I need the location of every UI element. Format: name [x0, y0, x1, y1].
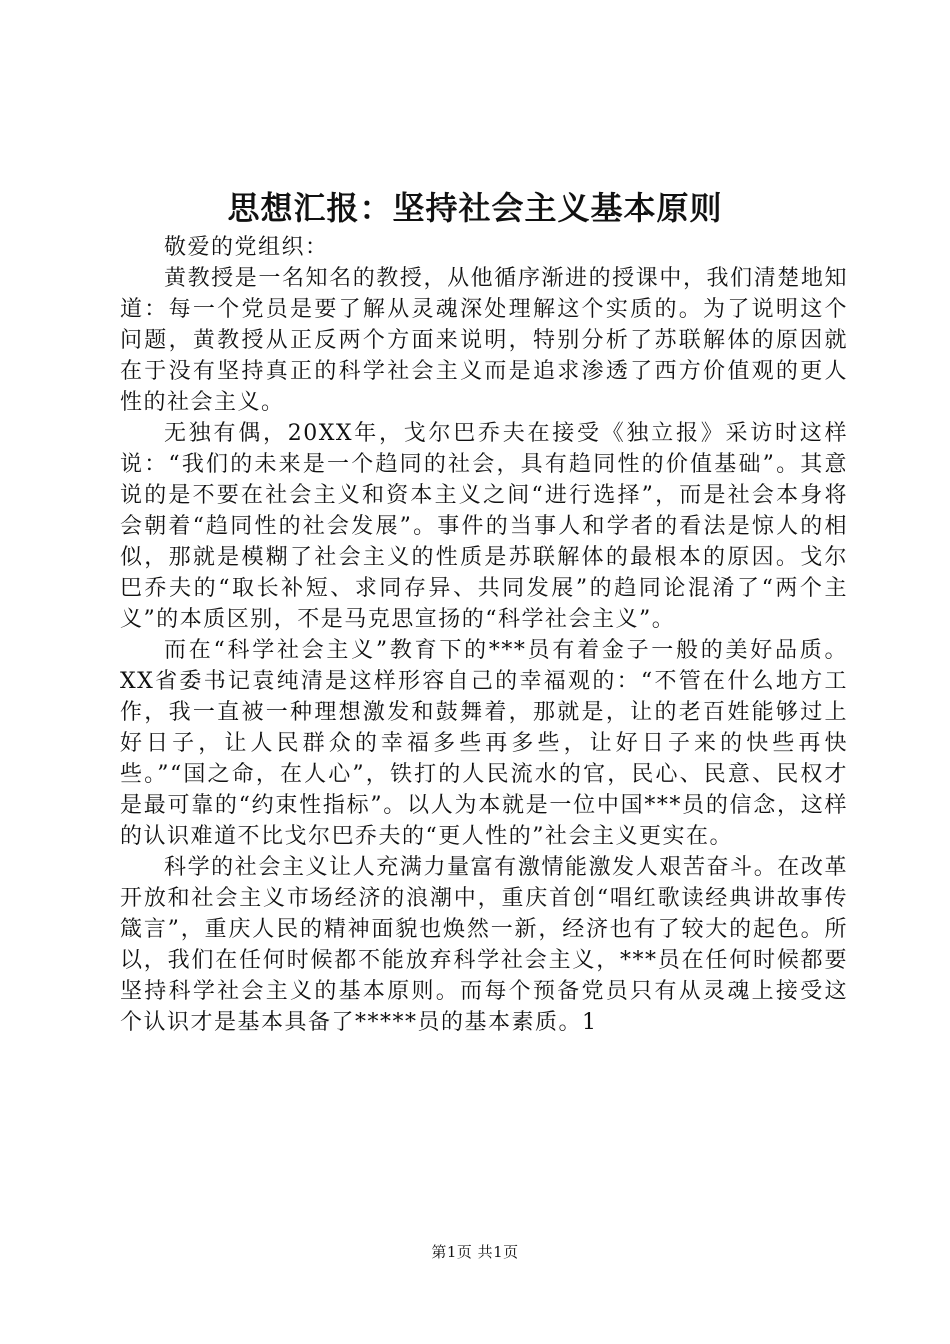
page-footer: 第1页 共1页 — [431, 1243, 519, 1261]
document-title: 思想汇报：坚持社会主义基本原则 — [227, 189, 723, 227]
paragraph-3: 而在“科学社会主义”教育下的***员有着金子一般的美好品质。XX省委书记袁纯清是这样形容自己的幸福观的：“不管在什么地方工作，我一直被一种理想激发和鼓舞着，那就是，让的老百姓能够过上好日子，让人民群众的幸福多些再多些，让好日子来的快些再快些。”“国之命，在人心”，铁打的人民流水的官，民心、民意、民权才是最可靠的“约束性指标”。以人为本就是一位中国***员的信念，这样的认识难道不比戈尔巴乔夫的“更人性的”社会主义更实在。 — [120, 638, 848, 849]
paragraph-2: 无独有偶，20XX年，戈尔巴乔夫在接受《独立报》采访时这样说：“我们的未来是一个趋同的社会，具有趋同性的价值基础”。其意说的是不要在社会主义和资本主义之间“进行选择”，而是社会本身将会朝着“趋同性的社会发展”。事件的当事人和学者的看法是惊人的相似，那就是模糊了社会主义的性质是苏联解体的最根本的原因。戈尔巴乔夫的“取长补短、求同存异、共同发展”的趋同论混淆了“两个主义”的本质区别，不是马克思宣扬的“科学社会主义”。 — [120, 421, 848, 632]
paragraph-1: 黄教授是一名知名的教授，从他循序渐进的授课中，我们清楚地知道：每一个党员是要了解从灵魂深处理解这个实质的。为了说明这个问题，黄教授从正反两个方面来说明，特别分析了苏联解体的原因就在于没有坚持真正的科学社会主义而是追求渗透了西方价值观的更人性的社会主义。 — [120, 266, 848, 415]
paragraph-4: 科学的社会主义让人充满力量富有激情能激发人艰苦奋斗。在改革开放和社会主义市场经济的浪潮中，重庆首创“唱红歌读经典讲故事传箴言”，重庆人民的精神面貌也焕然一新，经济也有了较大的起色。所以，我们在任何时候都不能放弃科学社会主义，***员在任何时候都要坚持科学社会主义的基本原则。而每个预备党员只有从灵魂上接受这个认识才是基本具备了*****员的基本素质。1 — [120, 855, 848, 1035]
document-body — [120, 232, 848, 1038]
salutation: 敬爱的党组织： — [164, 235, 329, 260]
